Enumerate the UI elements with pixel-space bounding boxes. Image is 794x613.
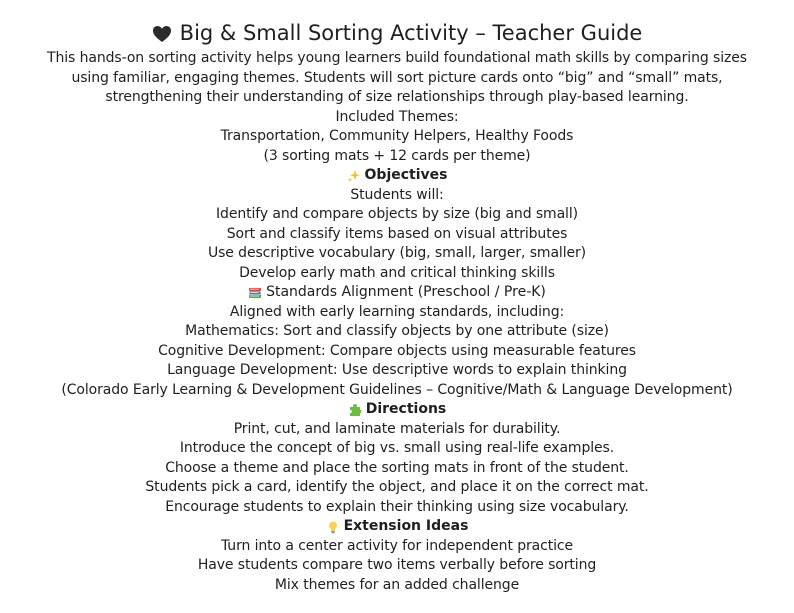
- books-icon: [248, 286, 262, 300]
- intro-line: strengthening their understanding of size relationships through play-based learning.: [105, 89, 689, 105]
- direction-line: Print, cut, and laminate materials for durability.: [233, 420, 561, 437]
- extension-line: Have students compare two items verbally before sorting: [197, 557, 597, 573]
- standards-line: Cognitive Development: Compare objects using measurable features: [158, 342, 636, 359]
- standards-line: (Colorado Early Learning & Development Guidelines – Cognitive/Math & Language Development): [61, 381, 733, 398]
- extension-line: Turn into a center activity for independent practice: [220, 537, 574, 554]
- themes-label: Included Themes:: [335, 108, 459, 125]
- objective-line: Sort and classify items based on visual attributes: [226, 225, 568, 242]
- direction-line: Choose a theme and place the sorting mats in front of the student.: [165, 459, 629, 476]
- directions-heading: [348, 400, 447, 420]
- standards-heading-text: Standards Alignment (Preschool / Pre-K): [266, 284, 546, 300]
- puzzle-icon: [348, 403, 362, 417]
- lightbulb-icon: [326, 520, 340, 534]
- themes-note: (3 sorting mats + 12 cards per theme): [263, 147, 531, 164]
- objectives-heading-text: Objectives: [364, 167, 448, 183]
- standards-heading: [248, 283, 546, 303]
- extension-line: Mix themes for an added challenge: [274, 576, 520, 593]
- title-text: Big & Small Sorting Activity – Teacher Guide: [179, 21, 643, 45]
- standards-line: Language Development: Use descriptive words to explain thinking: [167, 362, 627, 378]
- directions-heading-text: Directions: [365, 401, 447, 417]
- direction-line: Encourage students to explain their thinking using size vocabulary.: [165, 498, 629, 515]
- sparkles-icon: [347, 169, 361, 183]
- intro-line: using familiar, engaging themes. Students will sort picture cards onto “big” and “small” mats,: [71, 69, 723, 86]
- page-title: [152, 20, 643, 47]
- objective-line: Develop early math and critical thinking skills: [239, 264, 555, 281]
- heart-icon: [152, 25, 172, 43]
- direction-line: Introduce the concept of big vs. small using real-life examples.: [179, 440, 615, 456]
- objectives-heading: [347, 166, 448, 186]
- standards-line: Aligned with early learning standards, including:: [229, 303, 565, 320]
- themes-list: Transportation, Community Helpers, Healthy Foods: [220, 128, 574, 144]
- extension-heading: [326, 517, 469, 537]
- objective-line: Identify and compare objects by size (big and small): [216, 206, 578, 222]
- intro-line: This hands-on sorting activity helps young learners build foundational math skills by comparing sizes: [47, 50, 747, 66]
- objective-line: Use descriptive vocabulary (big, small, larger, smaller): [207, 245, 587, 261]
- standards-line: Mathematics: Sort and classify objects by one attribute (size): [185, 323, 609, 339]
- direction-line: Students pick a card, identify the object, and place it on the correct mat.: [145, 479, 649, 495]
- extension-heading-text: Extension Ideas: [343, 518, 469, 534]
- objective-line: Students will:: [350, 186, 444, 203]
